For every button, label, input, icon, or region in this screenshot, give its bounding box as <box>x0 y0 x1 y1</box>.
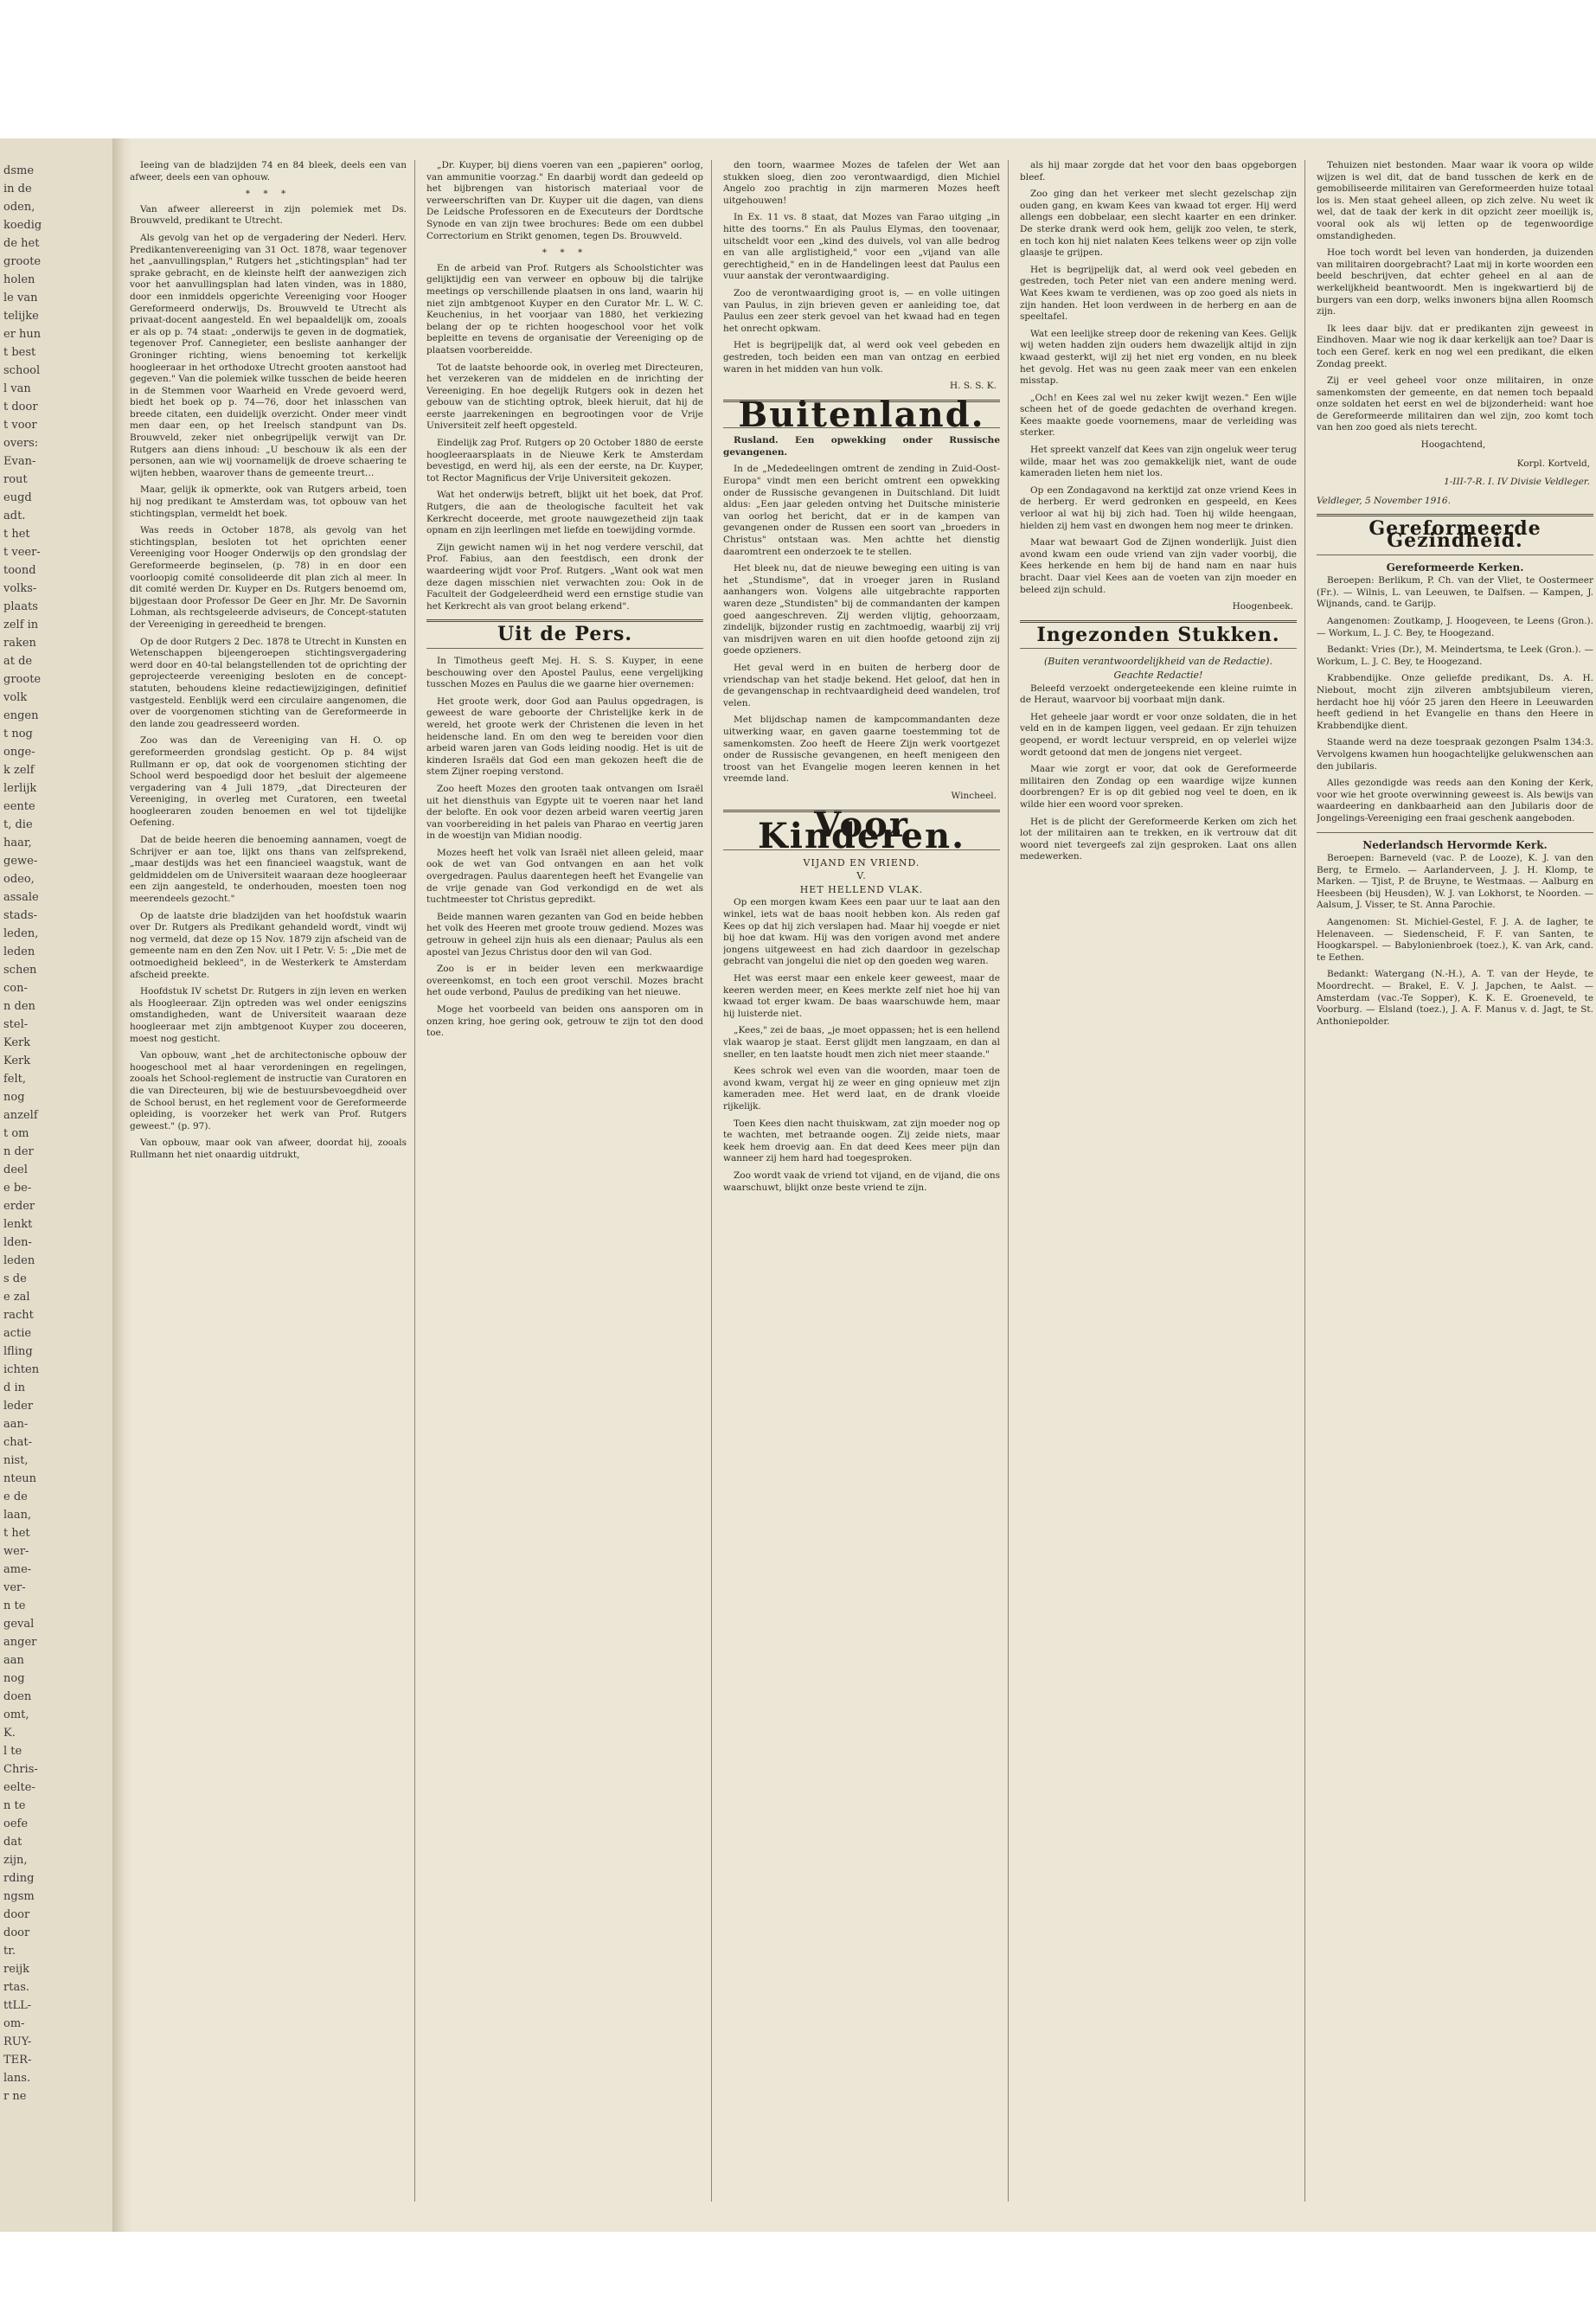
previous-page-fragment: t door <box>3 401 38 413</box>
ingezonden-stukken-heading: Ingezonden Stukken. <box>1036 623 1280 646</box>
previous-page-fragment: t nog <box>3 727 33 740</box>
section-divider <box>1020 648 1297 649</box>
previous-page-fragment: nog <box>3 1672 25 1685</box>
previous-page-fragment: Evan- <box>3 455 36 468</box>
paragraph: Alles gezondigde was reeds aan den Koning der Kerk, voor wie het groote overwinning geweest is. Als bewijs van waardeering en dankbaarheid aan den Jubilaris door de Jongelings-Vereeniging een fraai geschenk aangeboden. <box>1317 778 1593 824</box>
previous-page-fragment: toond <box>3 564 36 577</box>
previous-page-fragment: wer- <box>3 1545 29 1558</box>
paragraph: Zijn gewicht namen wij in het nog verdere verschil, dat Prof. Fabius, aan den feestdisch, een dronk der waardeering wijdt voor Prof. Rutgers. „Want ook wat men deze dagen misschien niet verwachten zou: Ook in de Faculteit der Godgeleerdheid werd een ernstige studie van het Kerkrecht als van groot belang erkend". <box>426 542 703 612</box>
section-divider <box>1020 620 1297 623</box>
gereformeerde-gezindheid-heading: Gereformeerde Gezindheid. <box>1368 517 1542 553</box>
paragraph: Bedankt: Vries (Dr.), M. Meindertsma, te Leek (Gron.). — Workum, L. J. C. Bey, te Hoogezand. <box>1317 644 1593 667</box>
previous-page-fragment: t, die <box>3 818 33 831</box>
paragraph: Op een morgen kwam Kees een paar uur te laat aan den winkel, iets wat de baas nooit hebben kon. Als reden gaf Kees op dat hij zich verslapen had. Maar hij voegde er niet bij hoe dat kwam. Hij was den vorigen avond met andere jongens uitgeweest en had zich daardoor in gezelschap gebracht van jongelui die niet op den goeden weg waren. <box>723 897 1000 967</box>
previous-page-fragment: anzelf <box>3 1109 38 1122</box>
previous-page-fragment: rding <box>3 1872 35 1885</box>
paragraph: als hij maar zorgde dat het voor den baas opgeborgen bleef. <box>1020 160 1297 183</box>
previous-page-fragment: s de <box>3 1272 27 1285</box>
previous-page-fragment: rout <box>3 473 28 486</box>
paragraph: Zoo is er in beider leven een merkwaardige overeenkomst, en toch een groot verschil. Mozes bracht het oude verbond, Paulus de prediking van het nieuwe. <box>426 964 703 998</box>
paragraph: Het is begrijpelijk dat, al werd ook veel gebeden en gestreden, toch Peter niet van een andere mening werd. Wat Kees kwam te verdienen, was op zoo goed als niets in zijn handen. Het loon verdween in de herberg en aan de speeltafel. <box>1020 264 1297 323</box>
previous-page-fragment: leden, <box>3 927 39 940</box>
paragraph: In Ex. 11 vs. 8 staat, dat Mozes van Farao uitging „in hitte des toorns." En als Paulus Elymas, den toovenaar, uitscheldt voor een „kind des duivels, vol van alle bedrog en van alle arglistigheid," voor een „vijand van alle gerechtigheid," en in de Handelingen leest dat Paulus een vuur aanstak der verontwaardiging. <box>723 212 1000 282</box>
paragraph: Zoo ging dan het verkeer met slecht gezelschap zijn ouden gang, en kwam Kees van kwaad tot erger. Hij werd allengs een dobbelaar, een slecht kaarter en een drinker. De sterke drank werd ook hem, gelijk zoo velen, te sterk, en toch kon hij niet nalaten Kees telkens weer op zijn volle glaasje te grijpen. <box>1020 189 1297 259</box>
previous-page-fragment: nteun <box>3 1472 37 1485</box>
paragraph: „Kees," zei de baas, „je moet oppassen; het is een hellend vlak waarop je staat. Eerst glijdt men langzaam, en dan al sneller, en ten laatste houdt men zich niet meer staande." <box>723 1025 1000 1060</box>
paragraph: Dat de beide heeren die benoeming aannamen, voegt de Schrijver er aan toe, lijkt ons thans van zelfsprekend, „maar destijds was het een financieel waagstuk, want de geldmiddelen om de Universiteit waaraan deze hoogleeraar een zijn aangesteld, te onderhouden, moesten toen nog meerendeels gezocht." <box>130 835 407 905</box>
paragraph: Zij er veel geheel voor onze militairen, in onze samenkomsten der gemeente, en dat nemen toch bepaald onze soldaten het eerst en wel de bijzonderheid: want hoe de Gereformeerde militairen dan wel zijn, zoo komt toch van hen zoo goed als niets terecht. <box>1317 375 1593 433</box>
previous-page-fragment: le van <box>3 292 38 304</box>
paragraph: Moge het voorbeeld van beiden ons aansporen om in onzen kring, hoe gering ook, getrouw te zijn tot den dood toe. <box>426 1004 703 1039</box>
paragraph: Staande werd na deze toespraak gezongen Psalm 134:3. Vervolgens kwamen hun hoogachtelijke gelukwenschen aan den jubilaris. <box>1317 737 1593 772</box>
previous-page-fragment: groote <box>3 255 42 268</box>
hervormde-kerk-heading: Nederlandsch Hervormde Kerk. <box>1362 838 1548 851</box>
previous-page-fragment: d in <box>3 1381 25 1394</box>
uit-de-pers-heading: Uit de Pers. <box>497 623 632 646</box>
paragraph: Ik lees daar bijv. dat er predikanten zijn geweest in Eindhoven. Maar wie nog ik daar kerkelijk aan toe? Daar is toch een Geref. kerk en nog wel een predikant, die elken Zondag preekt. <box>1317 323 1593 369</box>
paragraph: Ieeing van de bladzijden 74 en 84 bleek, deels een van afweer, deels een van ophouw. <box>130 160 407 183</box>
previous-page-fragment: lfling <box>3 1345 33 1358</box>
column-rule <box>1304 160 1305 2202</box>
paragraph: Op de laatste drie bladzijden van het hoofdstuk waarin over Dr. Rutgers als Predikant gehandeld wordt, vindt wij nog vermeld, dat deze op 15 Nov. 1879 zijn afscheid van de gemeente nam en den Zen Nov. uit I Petr. V: 5: „Die met de ootmoedigheid bekleed", in de Westerkerk te Amsterdam afscheid preekte. <box>130 910 407 980</box>
story-subtitle: HET HELLEND VLAK. <box>799 883 924 895</box>
previous-page-fragment: nog <box>3 1091 25 1104</box>
previous-page-fragment: doen <box>3 1690 32 1703</box>
previous-page-fragment: t best <box>3 346 36 359</box>
paragraph: Met blijdschap namen de kampcommandanten deze uitwerking waar, en gaven gaarne toestemming tot de samenkomsten. Zoo heeft de Heere Zijn werk voortgezet onder de Russische gevangenen, en heeft menigeen den troost van het Evangelie mogen leeren kennen in het vreemde land. <box>723 715 1000 785</box>
paragraph: Beroepen: Berlikum, P. Ch. van der Vliet, te Oostermeer (Fr.). — Wilnis, L. van Leeuwen, te Dalfsen. — Kampen, J. Wijnands, cand. te Garijp. <box>1317 575 1593 610</box>
previous-page-fragment: door <box>3 1926 30 1939</box>
previous-page-fragment: e zal <box>3 1291 30 1304</box>
previous-page-fragment: RUY- <box>3 2035 32 2048</box>
section-divider <box>1317 554 1593 555</box>
previous-page-fragment: onge- <box>3 746 35 759</box>
paragraph: Op een Zondagavond na kerktijd zat onze vriend Kees in de herberg. Er werd gedronken en gespeeld, en Kees verloor al wat hij bij zich had. Toen hij wilde heengaan, hielden zij hem vast en dwongen hem nog meer te drinken. <box>1020 484 1297 531</box>
paragraph: den toorn, waarmee Mozes de tafelen der Wet aan stukken sloeg, dien zoo verontwaardigd, dien Michiel Angelo zoo prachtig in zijn marmeren Mozes heeft uitgehouwen! <box>723 160 1000 206</box>
previous-page-fragment: eente <box>3 800 35 813</box>
previous-page-fragment: eugd <box>3 491 32 504</box>
section-stars: * * * <box>542 247 588 259</box>
paragraph: Hoe toch wordt bel leven van honderden, ja duizenden van militairen doorgebracht? Laat mij in korte woorden een beeld beschrijven, dat echter geheel en al aan de werkelijkheid beantwoordt. Men is ingekwartierd bij de burgers van een dorp, welks inwoners bijna allen Roomsch zijn. <box>1317 247 1593 317</box>
story-title: VIJAND EN VRIEND. <box>803 856 920 868</box>
previous-page-fragment: omt, <box>3 1708 29 1721</box>
previous-page-strip <box>0 138 112 2232</box>
paragraph: Het bleek nu, dat de nieuwe beweging een uiting is van het „Stundisme", dat in vroeger jaren in Rusland aanhangers won. Volgens alle uitgebrachte rapporten waren deze „Stundisten" bij de commandanten der kampen goed aangeschreven. Zij werden vlijtig, gehoorzaam, zindelijk, bijzonder rustig en zachtmoedig, waarbij zij vrij van misdrijven waren en uit dien hoofde getoond zijn zij goede opzieners. <box>723 563 1000 657</box>
section-divider <box>1317 832 1593 833</box>
paragraph: Wat het onderwijs betreft, blijkt uit het boek, dat Prof. Rutgers, die aan de theologische faculteit het vak Kerkrecht doceerde, met groote nauwgezetheid zijn taak opnam en zijn leerlingen met liefde en toewijding vormde. <box>426 490 703 536</box>
previous-page-fragment: ttLL- <box>3 1999 32 2012</box>
column-rule <box>414 160 415 2202</box>
paragraph: Als gevolg van het op de vergadering der Nederl. Herv. Predikantenvereeniging van 31 Oct. 1878, waar tegenover het „aanvullingsplan," Rutgers het „stichtingsplan" had ter sprake gebracht, en de kleinste helft der aanwezigen zich voor het aanvullingsplan had laten vinden, was in 1880, door een inmiddels opgerichte Vereeniging voor Hooger Gereformeerd onderwijs, Ds. Brouwveld te Utrecht als privaat-docent aangesteld. En wel bepaaldelijk om, zooals er als op p. 74 staat: „onderwijs te geven in de dogmatiek, tegenover Prof. Cannegieter, een besliste aanhanger der Groninger richting, wiens benoeming tot kerkelijk hoogleeraar in het orthodoxe Utrecht grooten aanstoot had gegeven." Van die polemiek wilke tusschen de beide heeren in de Stemmen voor Waarheid en Vrede gevoerd werd, biedt het boek op p. 74—76, door het inlasschen van breede citaten, een duidelijk overzicht. Onder meer vindt men daar een, op het Ireelsch standpunt van Ds. Brouwveld, zeker niet onbegrijpelijk verwijt van Dr. Rutgers aan diens inhoud: „U beschouw ik als een der personen, aan wie wij voornamelijk de droeve schaering te wijten hebben, waarover thans de gemeente treurt… <box>130 232 407 478</box>
previous-page-fragment: de het <box>3 237 40 250</box>
paragraph: Eindelijk zag Prof. Rutgers op 20 October 1880 de eerste hoogleeraarsplaats in de Nieuwe Kerk te Amsterdam bevestigd, en werd hij, als een der eerste, na Dr. Kuyper, tot Rector Magnificus der Vrije Universiteit gekozen. <box>426 438 703 484</box>
previous-page-fragment: groote <box>3 673 42 686</box>
previous-page-fragment: aan <box>3 1654 24 1667</box>
signature: Korpl. Kortveld, <box>1516 458 1590 469</box>
section-divider <box>426 648 703 649</box>
column-4 <box>1020 160 1297 868</box>
paragraph: Van opbouw, want „het de architectonische opbouw der hoogeschool met al haar verordeningen en regelingen, zooals het School-reglement de instructie van Curatoren en die van Directeuren, bij wie de bestuursbevoegdheid over de School berust, en het reglement voor de Gereformeerde opleiding, is voorzeker het werk van Prof. Rutgers geweest." (p. 97). <box>130 1050 407 1131</box>
previous-page-fragment: leder <box>3 1400 34 1413</box>
column-rule <box>1008 160 1009 2202</box>
column-3 <box>723 160 1000 1199</box>
paragraph: Mozes heeft het volk van Israël niet alleen geleid, maar ook de wet van God ontvangen en aan het volk overgedragen. Paulus daarentegen heeft het Evangelie van de vrije genade van God verkondigd en de wet als tuchtmeester tot Christus gepredikt. <box>426 847 703 906</box>
previous-page-fragment: l van <box>3 382 31 395</box>
paragraph: Van afweer allereerst in zijn polemiek met Ds. Brouwveld, predikant te Utrecht. <box>130 203 407 227</box>
previous-page-fragment: leden <box>3 1254 35 1267</box>
paragraph: Beleefd verzoekt ondergeteekende een kleine ruimte in de Heraut, waarvoor bij voorbaat mijn dank. <box>1020 683 1297 706</box>
section-divider <box>1317 514 1593 516</box>
paragraph: In de „Mededeelingen omtrent de zending in Zuid-Oost-Europa" vindt men een bericht omtrent een opwekking onder de Russische gevangenen in Duitschland. Dit luidt aldus: „Een jaar geleden ontving het Duitsche ministerie van oorlog het bericht, dat er in de kampen van gevangenen onder de Russen een soort van „broeders in Christus" ontstaan was. Men achtte het dienstig daaromtrent een onderzoek te te stellen. <box>723 464 1000 557</box>
column-2 <box>426 160 703 1045</box>
previous-page-fragment: volks- <box>3 582 37 595</box>
paragraph: „Och! en Kees zal wel nu zeker kwijt wezen." Een wijle scheen het of de goede gedachten de overhand kregen. Kees maakte goede voornemens, maar de verleiding was sterker. <box>1020 392 1297 439</box>
paragraph: Aangenomen: Zoutkamp, J. Hoogeveen, te Leens (Gron.). — Workum, L. J. C. Bey, te Hoogezand. <box>1317 616 1593 638</box>
previous-page-fragment: lerlijk <box>3 782 37 795</box>
previous-page-fragment: TER- <box>3 2054 32 2067</box>
previous-page-fragment: rtas. <box>3 1981 29 1994</box>
paragraph: Beide mannen waren gezanten van God en beide hebben het volk des Heeren met groote trouw gediend. Mozes was getrouw in geheel zijn huis als een dienaar; Paulus als een apostel van Jezus Christus door den wil van God. <box>426 911 703 958</box>
signature: Wincheel. <box>951 790 997 801</box>
previous-page-fragment: t veer- <box>3 546 41 559</box>
previous-page-fragment: volk <box>3 691 28 704</box>
previous-page-fragment: Kerk <box>3 1036 31 1049</box>
voor-kinderen-heading: Voor Kinderen. <box>758 804 965 857</box>
previous-page-fragment: lans. <box>3 2072 31 2085</box>
previous-page-fragment: nist, <box>3 1454 29 1467</box>
previous-page-fragment: t het <box>3 528 30 541</box>
paragraph: In Timotheus geeft Mej. H. S. S. Kuyper, in eene beschouwing over den Apostel Paulus, eene vergelijking tusschen Mozes en Paulus die we gaarne hier overnemen: <box>426 655 703 690</box>
signature-date: Veldleger, 5 November 1916. <box>1317 495 1451 506</box>
paragraph: Zoo was dan de Vereeniging van H. O. op gereformeerden grondslag gesticht. Op p. 84 wijst Rullmann er op, dat ook de voorgenomen stichting der School werd bespoedigd door het besluit der algemeene vergadering van 4 Juli 1879, „dat Directeuren der Vereeniging, in overleg met Curatoren, een tweetal hoogleeraren zouden benoemen en wel tot tijdelijke Oefening. <box>130 735 407 829</box>
previous-page-fragment: door <box>3 1908 30 1921</box>
paragraph: Het geval werd in en buiten de herberg door de vriendschap van het stadje bekend. Het geloof, dat hen in de gevangenschap in rechtvaardigheid deed wandelen, trof velen. <box>723 662 1000 708</box>
previous-page-fragment: actie <box>3 1327 32 1340</box>
previous-page-fragment: school <box>3 364 41 377</box>
paragraph: Zoo wordt vaak de vriend tot vijand, en de vijand, die ons waarschuwt, blijkt onze beste vriend te zijn. <box>723 1170 1000 1193</box>
signature: Hoogenbeek. <box>1232 601 1293 612</box>
previous-page-fragment: er hun <box>3 328 42 341</box>
previous-page-fragment: stads- <box>3 909 38 922</box>
previous-page-fragment: n te <box>3 1799 26 1812</box>
previous-page-fragment: t om <box>3 1127 29 1140</box>
paragraph: Hoofdstuk IV schetst Dr. Rutgers in zijn leven en werken als Hoogleeraar. Zijn optreden was wel onder eenigszins omstandigheden, want de Universiteit waaraan deze hoogleeraar met zijn ambtgenoot Kuyper zou doceeren, moest nog gesticht. <box>130 986 407 1044</box>
paragraph: Wat een leelijke streep door de rekening van Kees. Gelijk wij weten hadden zijn ouders hem dwazelijk altijd in zijn kwaad gesterkt, wijl zij het niet erg vonden, en nu bleek het gevolg. Het was nu geen zaak meer van een enkelen misstap. <box>1020 328 1297 387</box>
previous-page-fragment: erder <box>3 1200 35 1213</box>
paragraph: Krabbendijke. Onze geliefde predikant, Ds. A. H. Niebout, mocht zijn zilveren ambtsjubileum vieren, herdacht hoe hij vóór 25 jaren den Heere in Leeuwarden heeft gediend in het Evangelie en thans den Heere in Krabbendijke dient. <box>1317 673 1593 731</box>
column-rule <box>711 160 712 2202</box>
paragraph: Van opbouw, maar ook van afweer, doordat hij, zooals Rullmann het niet onaardig uitdrukt, <box>130 1138 407 1160</box>
previous-page-fragment: ame- <box>3 1563 32 1576</box>
previous-page-fragment: engen <box>3 709 39 722</box>
section-divider <box>426 619 703 622</box>
paragraph-lead: Rusland. Een opwekking onder Russische gevangenen. <box>723 435 1000 458</box>
previous-page-fragment: raken <box>3 637 36 650</box>
previous-page-fragment: geval <box>3 1618 35 1631</box>
previous-page-fragment: adt. <box>3 510 26 522</box>
previous-page-fragment: tr. <box>3 1945 16 1958</box>
previous-page-fragment: haar, <box>3 836 32 849</box>
previous-page-fragment: ver- <box>3 1581 26 1594</box>
previous-page-fragment: stel- <box>3 1018 29 1031</box>
previous-page-fragment: anger <box>3 1636 37 1649</box>
salutation: Geachte Redactie! <box>1113 669 1203 681</box>
gereformeerde-kerken-heading: Gereformeerde Kerken. <box>1386 561 1524 574</box>
paragraph: En de arbeid van Prof. Rutgers als Schoolstichter was gelijktijdig een van verweer en opbouw bij die talrijke meetings op verschillende plaatsen in ons land, waarin hij niet zijn ambtgenoot Kuyper en den Curator Mr. L. W. C. Keuchenius, in het voorjaar van 1880, het verkiezing belang der op te richten hoogeschool voor het volk bepleitte en tevens de organisatie der Vereeniging op de plaatsen voorbereidde. <box>426 262 703 356</box>
previous-page-fragment: at de <box>3 655 33 668</box>
previous-page-fragment: k zelf <box>3 764 35 777</box>
previous-page-fragment: felt, <box>3 1073 27 1086</box>
paragraph: Tot de laatste behoorde ook, in overleg met Directeuren, het verzekeren van de middelen en de inrichting der Vereeniging. En hoe degelijk Rutgers ook in dezen het gebouw van de stichting optrok, bleek hieruit, dat hij de eerste jaarrekeningen en begrootingen voor de Vrije Universiteit zelf heeft opgesteld. <box>426 362 703 432</box>
previous-page-fragment: aan- <box>3 1418 29 1431</box>
section-stars: * * * <box>245 189 292 200</box>
paragraph: Bedankt: Watergang (N.-H.), A. T. van der Heyde, te Moordrecht. — Brakel, E. V. J. Japchen, te Aalst. — Amsterdam (vac.-Te Sopper), K. K. E. Groeneveld, te Voorburg. — Elsland (toez.), J. A. F. Manus v. d. Jagt, te St. Anthoniepolder. <box>1317 969 1593 1027</box>
disclaimer: (Buiten verantwoordelijkheid van de Redactie). <box>1044 656 1272 668</box>
paragraph: Het was eerst maar een enkele keer geweest, maar de keeren werden meer, en Kees merkte zelf niet hoe hij van kwaad tot erger kwam. De baas waarschuwde hem, maar hij luisterde niet. <box>723 973 1000 1019</box>
previous-page-fragment: l te <box>3 1745 22 1758</box>
paragraph: Het spreekt vanzelf dat Kees van zijn ongeluk weer terug wilde, maar het was zoo gemakkelijk niet, want de oude kameraden lieten hem niet los. <box>1020 445 1297 479</box>
previous-page-fragment: n den <box>3 1000 35 1013</box>
paragraph: Beroepen: Barneveld (vac. P. de Looze), K. J. van den Berg, te Ermelo. — Aarlanderveen, J. J. H. Klomp, te Marken. — Tjist, P. de Bruyne, te Westmaas. — Aalburg en Heesbeen (bij Heusden), W. J. van Lokhorst, te Noorden. — Aalsum, J. Visser, te St. Anna Parochie. <box>1317 853 1593 911</box>
previous-page-fragment: Kerk <box>3 1054 31 1067</box>
paragraph: Het geheele jaar wordt er voor onze soldaten, die in het veld en in de kampen liggen, veel gedaan. Er zijn tehuizen geopend, er wordt lectuur verspreid, en op velerlei wijze wordt getoond dat men de jongens niet vergeet. <box>1020 711 1297 758</box>
paragraph: Het is begrijpelijk dat, al werd ook veel gebeden en gestreden, toch beiden een man van ontzag en eerbied waren in het midden van hun volk. <box>723 340 1000 375</box>
previous-page-fragment: assale <box>3 891 39 904</box>
closing: Hoogachtend, <box>1420 439 1486 451</box>
previous-page-fragment: in de <box>3 183 32 195</box>
signature: H. S. S. K. <box>949 381 997 392</box>
previous-page-fragment: racht <box>3 1309 34 1322</box>
previous-page-fragment: overs: <box>3 437 39 450</box>
previous-page-fragment: lenkt <box>3 1218 33 1231</box>
previous-page-fragment: t het <box>3 1527 30 1540</box>
previous-page-fragment: plaats <box>3 600 38 613</box>
previous-page-fragment: koedig <box>3 219 42 232</box>
previous-page-fragment: ngsm <box>3 1890 35 1903</box>
previous-page-fragment: K. <box>3 1727 16 1740</box>
previous-page-fragment: zelf in <box>3 619 39 631</box>
previous-page-fragment: laan, <box>3 1509 32 1522</box>
previous-page-fragment: chat- <box>3 1436 33 1449</box>
buitenland-heading: Buitenland. <box>738 394 985 435</box>
previous-page-fragment: e de <box>3 1490 28 1503</box>
previous-page-fragment: om- <box>3 2017 25 2030</box>
paragraph: Zoo de verontwaardiging groot is, — en volle uitingen van Paulus, in zijn brieven geven er aanleiding toe, dat Paulus een zeer sterk gevoel van het kwaad had en tegen het onrecht opkwam. <box>723 287 1000 334</box>
previous-page-fragment: schen <box>3 964 37 977</box>
previous-page-fragment: holen <box>3 273 35 286</box>
paragraph: Aangenomen: St. Michiel-Gestel, F. J. A. de Iagher, te Helenaveen. — Siedenscheid, F. F. van Santen, te Hoogkarspel. — Babylonienbroek (toez.), K. van Ark, cand. te Eethen. <box>1317 917 1593 963</box>
previous-page-fragment: leden <box>3 945 35 958</box>
previous-page-fragment: e be- <box>3 1182 32 1195</box>
previous-page-fragment: reijk <box>3 1963 29 1976</box>
previous-page-fragment: Chris- <box>3 1763 38 1776</box>
paragraph: Maar wie zorgt er voor, dat ook de Gereformeerde militairen den Zondag op een waardige wijze kunnen doorbrengen? Er is op dit gebied nog veel te doen, en ik wilde hier een woord voor spreken. <box>1020 764 1297 810</box>
previous-page-fragment: dsme <box>3 164 35 177</box>
previous-page-fragment: oden, <box>3 201 35 214</box>
paragraph: Maar, gelijk ik opmerkte, ook van Rutgers arbeid, toen hij nog predikant te Amsterdam was, tot opbouw van het stichtingsplan, vermeldt het boek. <box>130 484 407 519</box>
previous-page-fragment: oefe <box>3 1817 29 1830</box>
paragraph: Was reeds in October 1878, als gevolg van het stichtingsplan, besloten tot het oprichten eener Vereeniging voor Hooger Onderwijs op den grondslag der Gereformeerde beginselen, (p. 78) in en door een voorloopig comité consolideerde dit plan zich al meer. In dit comité werden Dr. Kuyper en Ds. Rutgers benoemd om, bijgestaan door Professor De Geer en Jhr. Mr. De Savornin Lohman, als rechtsgeleerde adviseurs, de Concept-statuten der Vereeniging in gereedheid te brengen. <box>130 525 407 630</box>
previous-page-fragment: odeo, <box>3 873 35 886</box>
column-5 <box>1317 160 1593 1033</box>
previous-page-fragment: r ne <box>3 2090 27 2103</box>
paragraph: Op de door Rutgers 2 Dec. 1878 te Utrecht in Kunsten en Wetenschappen bijeengeroepen stichtingsvergadering werd door en 40-tal belangstellenden tot de oprichting der geprojecteerde vereeniging besloten en de concept-statuten, behoudens kleine redactiewijzigingen, definitief vastgesteld. Eenblijk werd een circulaire aangenomen, die over de voorgenomen stichting van de Gereformeerde in den lande zou geadresseerd worden. <box>130 636 407 729</box>
previous-page-fragment: ichten <box>3 1363 40 1376</box>
previous-page-fragment: gewe- <box>3 855 38 868</box>
previous-page-fragment: con- <box>3 982 28 995</box>
previous-page-fragment: telijke <box>3 310 39 323</box>
paragraph: Het groote werk, door God aan Paulus opgedragen, is geweest de ware geboorte der Christelijke kerk in de wereld, het groote werk der Christenen die leven in het heidensche land. En om den weg te bereiden voor dien arbeid waren jaren van Gods leiding noodig. Het is uit de kinderen Israëls dat God een man gekozen heeft die de stem Zijner roeping verstond. <box>426 695 703 778</box>
story-chapter: V. <box>856 870 867 882</box>
paragraph: Tehuizen niet bestonden. Maar waar ik voora op wilde wijzen is wel dit, dat de band tusschen de kerk en de gemobiliseerde militairen van Gereformeerden huize totaal los is. Men staat geheel alleen, op zich zelve. Nu weet ik wel, dat de taak der kerk in dit opzicht zeer moeilijk is, vooral ook als wij letten op de tegenwoordige omstandigheden. <box>1317 160 1593 241</box>
column-1 <box>130 160 407 1167</box>
paragraph: „Dr. Kuyper, bij diens voeren van een „papieren" oorlog, van ammunitie voorzag." En daarbij wordt dan gedeeld op het bijbrengen van historisch materiaal voor de verweerschriften van Dr. Kuyper uit die dagen, van diens De Leidsche Professoren en de Executeurs der Dordtsche Synode en van zijn twee brochures: Bede om een dubbel Correctorium en Strikt genomen, tegen Ds. Brouwveld. <box>426 160 703 241</box>
paragraph: Zoo heeft Mozes den grooten taak ontvangen om Israël uit het diensthuis van Egypte uit te voeren naar het land der belofte. En ook voor dezen arbeid waren veertig jaren van voorbereiding in het paleis van Pharao en veertig jaren in de woestijn van Midian noodig. <box>426 783 703 842</box>
previous-page-fragment: dat <box>3 1836 22 1849</box>
previous-page-fragment: lden- <box>3 1236 32 1249</box>
previous-page-fragment: zijn, <box>3 1854 28 1867</box>
paragraph: Het is de plicht der Gereformeerde Kerken om zich het lot der militairen aan te trekken, en ik vertrouw dat dit woord niet tevergeefs zal zijn gesproken. Laat ons allen medewerken. <box>1020 816 1297 862</box>
previous-page-fragment: n der <box>3 1145 34 1158</box>
previous-page-fragment: n te <box>3 1599 26 1612</box>
previous-page-fragment: deel <box>3 1163 28 1176</box>
previous-page-fragment: eelte- <box>3 1781 35 1794</box>
paragraph: Toen Kees dien nacht thuiskwam, zat zijn moeder nog op te wachten, met betraande oogen. Zij zeide niets, maar keek hem droevig aan. En dat deed Kees meer pijn dan wanneer zij hem hard had toegesproken. <box>723 1118 1000 1164</box>
paragraph: Maar wat bewaart God de Zijnen wonderlijk. Juist dien avond kwam een oude vriend van zijn vader voorbij, die Kees herkende en hem bij de hand nam en naar huis bracht. Daar viel Kees aan de voeten van zijn moeder en beleed zijn schuld. <box>1020 537 1297 595</box>
signature-unit: 1-III-7-R. I. IV Divisie Veldleger. <box>1444 477 1590 488</box>
paragraph: Kees schrok wel even van die woorden, maar toen de avond kwam, vergat hij ze weer en ging opnieuw met zijn kameraden mee. Het werd laat, en de drank vloeide rijkelijk. <box>723 1066 1000 1112</box>
previous-page-fragment: t voor <box>3 419 37 432</box>
